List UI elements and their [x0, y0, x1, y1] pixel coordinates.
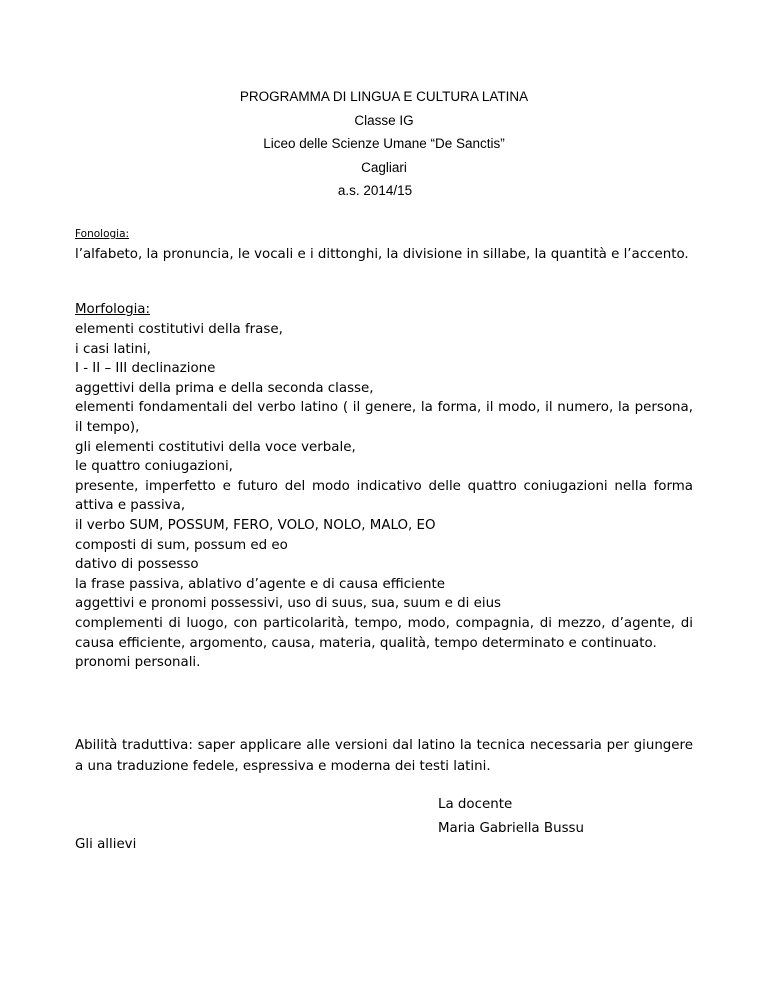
school-name: Liceo delle Scienze Umane “De Sanctis” [263, 136, 505, 152]
teacher-role: La docente [438, 797, 513, 812]
list-item: composti di sum, possum ed eo [75, 537, 288, 553]
list-item: dativo di possesso [75, 557, 199, 573]
morfologia-list [75, 320, 693, 673]
list-item: complementi di luogo, con particolarità, tempo, modo, compagnia, di mezzo, d’agente, di causa efficiente, argomento, causa, materia, qualità, tempo determinato e continuato. [75, 615, 693, 651]
list-item: aggettivi e pronomi possessivi, uso di suus, sua, suum e di eius [75, 596, 502, 612]
school-year: a.s. 2014/15 [337, 183, 413, 199]
teacher-name: Maria Gabriella Bussu [438, 821, 585, 836]
list-item: pronomi personali. [75, 655, 201, 671]
abilita-paragraph: Abilità traduttiva: saper applicare alle versioni dal latino la tecnica necessaria per giungere a una traduzione fedele, espressiva e moderna dei testi latini. [75, 738, 693, 774]
document-header [0, 85, 768, 203]
list-item: elementi costitutivi della frase, [75, 322, 283, 337]
list-item: presente, imperfetto e futuro del modo indicativo delle quattro coniugazioni nella forma attiva e passiva, [75, 478, 693, 514]
fonologia-heading: Fonologia: [75, 228, 130, 240]
class-name: Classe IG [354, 112, 414, 128]
list-item: aggettivi della prima e della seconda classe, [75, 380, 374, 396]
list-item: gli elementi costitutivi della voce verbale, [75, 439, 356, 455]
program-title: PROGRAMMA DI LINGUA E CULTURA LATINA [239, 89, 529, 104]
list-item: i casi latini, [75, 341, 151, 357]
list-item: elementi fondamentali del verbo latino ( il genere, la forma, il modo, il numero, la persona, il tempo), [75, 400, 693, 435]
morfologia-heading: Morfologia: [75, 302, 151, 317]
list-item: le quattro coniugazioni, [75, 459, 233, 475]
city-name: Cagliari [361, 159, 407, 175]
students-label: Gli allievi [75, 837, 137, 852]
list-item: la frase passiva, ablativo d’agente e di causa efficiente [75, 576, 445, 592]
list-item: I - II – III declinazione [75, 361, 216, 377]
fonologia-text: l’alfabeto, la pronuncia, le vocali e i dittonghi, la divisione in sillabe, la quantità e l’accento. [75, 247, 689, 262]
teacher-signature [438, 793, 584, 841]
list-item: il verbo SUM, POSSUM, FERO, VOLO, NOLO, MALO, EO [75, 517, 436, 533]
